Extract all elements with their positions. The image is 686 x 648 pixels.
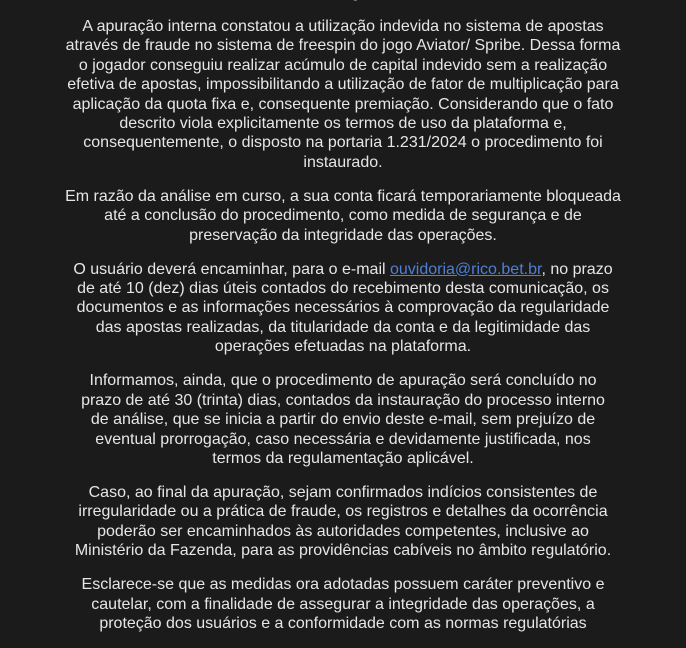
paragraph-fraud-finding: A apuração interna constatou a utilização indevida no sistema de apostas através de fraude no sistema de freespin do jogo Aviator/ Spribe. Dessa forma o jogador conseguiu realizar acúmulo de capital indevido sem a realização efetiva de apostas, impossibilitando a utilização de fator de multiplicação para aplicação da quota fixa e, consequente premiação. Considerando que o fato descrito viola explicitamente os termos de uso da plataforma e, consequentemente, o disposto na portaria 1.231/2024 o procedimento foi instaurado. — [65, 18, 621, 171]
paragraph-send-documents-tail: , no prazo de até 10 (dez) dias úteis contados do recebimento desta comunicação, os documentos e as informações necessários à comprovação da regularidade das apostas realizadas, da titularidade da conta e da legitimidade das operações efetuadas na plataforma. — [76, 260, 613, 356]
paragraph-authorities: Caso, ao final da apuração, sejam confirmados indícios consistentes de irregularidade ou a prática de fraude, os registros e detalhes da ocorrência poderão ser encaminhados às autoridades competentes, inclusive ao Ministério da Fazenda, para as providências cabíveis no âmbito regulatório. — [74, 483, 612, 560]
paragraph-preventive-measures: Esclarece-se que as medidas ora adotadas possuem caráter preventivo e cautelar, com a finalidade de assegurar a integridade das operações, a proteção dos usuários e a conformidade com as normas regulatórias — [81, 576, 605, 632]
paragraph-send-documents-lead: O usuário deverá encaminhar, para o e-mail — [73, 260, 390, 278]
ouvidoria-email-link[interactable]: ouvidoria@rico.bet.br — [390, 260, 542, 278]
intro-line — [63, 0, 623, 2]
paragraph-account-blocked: Em razão da análise em curso, a sua conta ficará temporariamente bloqueada até a conclusão do procedimento, como medida de segurança e de preservação da integridade das operações. — [65, 187, 621, 244]
paragraph-deadline: Informamos, ainda, que o procedimento de apuração será concluído no prazo de até 30 (trinta) dias, contados da instauração do processo interno de análise, que se inicia a partir do envio deste e-mail, sem prejuízo de eventual prorrogação, caso necessária e devidamente justificada, nos termos da regulamentação aplicável. — [81, 372, 605, 467]
paragraph-send-documents — [63, 260, 623, 357]
